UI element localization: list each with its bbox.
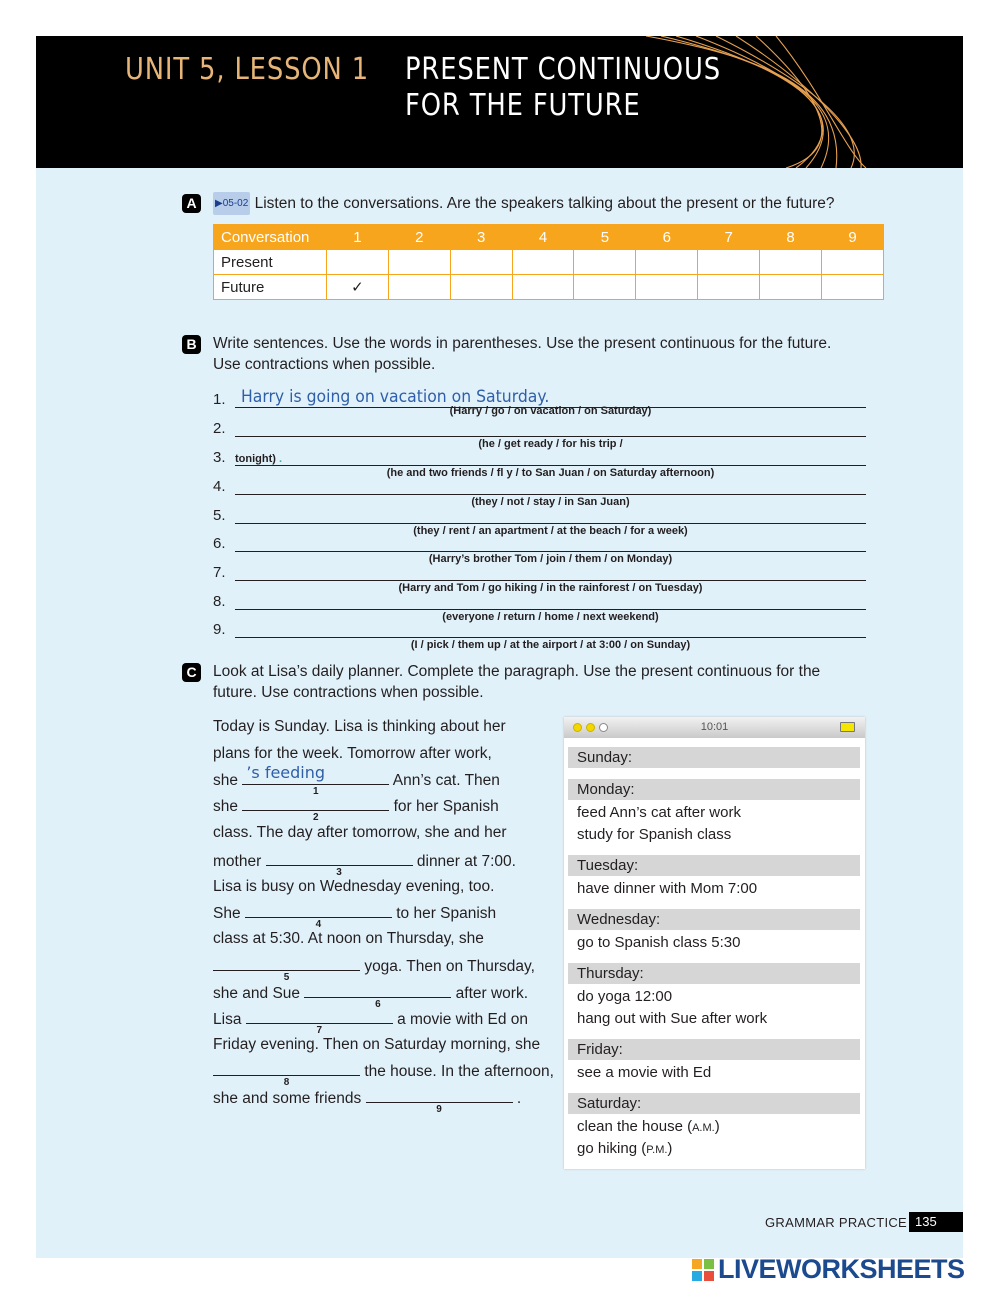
prompt-hint: (Harry’s brother Tom / join / them / on Monday) bbox=[428, 553, 673, 565]
sentence-item-2 bbox=[213, 420, 866, 450]
paragraph-line: class. The day after tomorrow, she and her bbox=[213, 824, 507, 841]
table-row-present bbox=[214, 250, 884, 275]
table-header-cell: 8 bbox=[760, 225, 822, 250]
blank-number: 3 bbox=[336, 867, 342, 878]
planner-clock: 10:01 bbox=[700, 721, 729, 733]
paragraph-text: mother bbox=[213, 853, 262, 870]
answer-line[interactable] bbox=[235, 609, 866, 610]
section-c-instruction-line-1: Look at Lisa’s daily planner. Complete the paragraph. Use the present continuous for the bbox=[213, 663, 821, 680]
table-header-cell: 1 bbox=[326, 225, 388, 250]
blank-number: 5 bbox=[283, 972, 290, 983]
planner-entry: hang out with Sue after work bbox=[577, 1010, 768, 1027]
footer-section-label: GRAMMAR PRACTICE bbox=[765, 1215, 908, 1230]
planner-entry: have dinner with Mom 7:00 bbox=[577, 880, 758, 897]
table-row-future bbox=[214, 275, 884, 300]
paragraph-line: Lisa is busy on Wednesday evening, too. bbox=[213, 878, 495, 895]
paragraph-text: she and some friends bbox=[213, 1090, 362, 1107]
liveworksheets-logo-icon bbox=[692, 1259, 714, 1281]
section-b-instruction bbox=[213, 333, 831, 375]
table-header-row bbox=[214, 225, 884, 250]
section-b-instruction-line-2: Use contractions when possible. bbox=[213, 356, 436, 373]
item-number: 3. bbox=[213, 449, 226, 466]
planner-day-tuesday: Tuesday: bbox=[568, 855, 860, 876]
planner-entry: see a movie with Ed bbox=[577, 1064, 712, 1081]
paragraph-line bbox=[213, 1010, 529, 1036]
planner-day-monday: Monday: bbox=[568, 779, 860, 800]
section-a-letter: A bbox=[182, 194, 201, 213]
table-header-cell: 9 bbox=[821, 225, 883, 250]
table-header-label: Conversation bbox=[214, 225, 327, 250]
answer-cell[interactable] bbox=[698, 275, 760, 300]
blank-3[interactable] bbox=[266, 852, 413, 878]
blank-5[interactable] bbox=[213, 957, 360, 983]
answer-cell[interactable] bbox=[574, 250, 636, 275]
section-b-instruction-line-1: Write sentences. Use the words in parentheses. Use the present continuous for the future. bbox=[213, 335, 832, 352]
table-header-cell: 3 bbox=[450, 225, 512, 250]
planner-entry-text: go hiking ( bbox=[577, 1140, 647, 1157]
table-header-cell: 4 bbox=[512, 225, 574, 250]
table-header-cell: 7 bbox=[698, 225, 760, 250]
blank-6[interactable] bbox=[304, 984, 451, 1010]
sentence-item-1 bbox=[213, 387, 866, 421]
paragraph-text: after work. bbox=[455, 985, 529, 1002]
sentence-item-3 bbox=[213, 449, 866, 479]
sentence-item-4 bbox=[213, 478, 866, 508]
paragraph-line bbox=[213, 852, 516, 878]
paragraph-line: class at 5:30. At noon on Thursday, she bbox=[213, 930, 484, 947]
prompt-hint: (he and two friends / fl y / to San Juan / on Saturday afternoon) bbox=[386, 467, 715, 479]
paragraph-text: a movie with Ed on bbox=[397, 1011, 529, 1028]
planner-day-wednesday: Wednesday: bbox=[568, 909, 860, 930]
blank-1[interactable] bbox=[242, 763, 389, 797]
table-header-cell: 6 bbox=[636, 225, 698, 250]
answer-line[interactable] bbox=[235, 637, 866, 638]
item-number: 5. bbox=[213, 507, 226, 524]
answer-text[interactable]: Harry is going on vacation on Saturday. bbox=[241, 387, 550, 407]
answer-cell[interactable] bbox=[760, 275, 822, 300]
answer-cell[interactable] bbox=[821, 275, 883, 300]
conversation-table bbox=[213, 224, 884, 300]
planner-status-bar bbox=[564, 717, 865, 738]
sentence-item-9 bbox=[213, 621, 866, 651]
pm-label: P.M. bbox=[646, 1144, 668, 1156]
item-number: 2. bbox=[213, 420, 226, 437]
planner-day-thursday: Thursday: bbox=[568, 963, 860, 984]
paragraph-line: Friday evening. Then on Saturday morning, she bbox=[213, 1036, 541, 1053]
battery-icon bbox=[840, 722, 855, 732]
paragraph-line bbox=[213, 1089, 522, 1115]
title-line-1: PRESENT CONTINUOUS bbox=[405, 52, 721, 87]
sentence-item-8 bbox=[213, 593, 866, 623]
section-c-letter: C bbox=[182, 663, 201, 682]
blank-7[interactable] bbox=[246, 1010, 393, 1036]
answer-line[interactable] bbox=[235, 551, 866, 552]
blank-number: 8 bbox=[283, 1077, 290, 1088]
prompt-hint: (I / pick / them up / at the airport / at 3:00 / on Sunday) bbox=[410, 639, 691, 651]
item-number: 6. bbox=[213, 535, 226, 552]
row-label: Future bbox=[214, 275, 327, 300]
blank-2[interactable] bbox=[242, 797, 389, 823]
answer-cell[interactable] bbox=[574, 275, 636, 300]
planner-entry: study for Spanish class bbox=[577, 826, 732, 843]
answer-cell[interactable] bbox=[450, 275, 512, 300]
item-number: 7. bbox=[213, 564, 226, 581]
prompt-hint: (Harry and Tom / go hiking / in the rainforest / on Tuesday) bbox=[398, 582, 703, 594]
planner-day-sunday: Sunday: bbox=[568, 747, 860, 768]
answer-line[interactable] bbox=[235, 494, 866, 495]
answer-line[interactable] bbox=[235, 436, 866, 437]
paragraph-text: she and Sue bbox=[213, 985, 301, 1002]
blank-9[interactable] bbox=[366, 1089, 513, 1115]
paragraph-line bbox=[213, 797, 499, 823]
sentence-item-5 bbox=[213, 507, 866, 537]
planner-entry: do yoga 12:00 bbox=[577, 988, 673, 1005]
prompt-hint: (he / get ready / for his trip / bbox=[478, 438, 623, 450]
answer-cell[interactable] bbox=[450, 250, 512, 275]
answer-cell[interactable] bbox=[636, 275, 698, 300]
paragraph-line: Today is Sunday. Lisa is thinking about her bbox=[213, 718, 506, 735]
answer-cell[interactable] bbox=[760, 250, 822, 275]
item-number: 8. bbox=[213, 593, 226, 610]
paragraph-text: the house. In the afternoon, bbox=[364, 1063, 554, 1080]
paragraph-line bbox=[213, 1062, 554, 1088]
paragraph-text: for her Spanish bbox=[393, 798, 499, 815]
planner-entry-text: ) bbox=[667, 1140, 673, 1157]
planner-day-friday: Friday: bbox=[568, 1039, 860, 1060]
period-mark: . bbox=[279, 453, 283, 465]
section-a-instruction bbox=[213, 192, 834, 215]
blank-number: 9 bbox=[436, 1104, 442, 1115]
item-number: 9. bbox=[213, 621, 226, 638]
prompt-hint: (they / not / stay / in San Juan) bbox=[471, 496, 630, 508]
planner-entry-text: ) bbox=[714, 1118, 720, 1135]
blank-number: 6 bbox=[375, 999, 381, 1010]
blank-number: 7 bbox=[316, 1025, 323, 1036]
paragraph-text: she bbox=[213, 798, 238, 815]
answer-cell[interactable] bbox=[388, 275, 450, 300]
sentence-item-6 bbox=[213, 535, 866, 565]
answer-line[interactable] bbox=[235, 465, 866, 466]
prompt-continuation-text: tonight) bbox=[235, 453, 276, 465]
answer-cell[interactable] bbox=[636, 250, 698, 275]
paragraph-text: Lisa bbox=[213, 1011, 242, 1028]
prompt-hint: (they / rent / an apartment / at the beach / for a week) bbox=[413, 525, 688, 537]
lesson-title bbox=[405, 52, 721, 124]
title-line-2: FOR THE FUTURE bbox=[405, 88, 641, 123]
planner-entry-text: clean the house ( bbox=[577, 1118, 693, 1135]
page-number: 135 bbox=[909, 1212, 963, 1232]
answer-cell[interactable] bbox=[326, 250, 388, 275]
audio-play-button[interactable]: ▶05-02 bbox=[213, 192, 250, 215]
answer-cell[interactable] bbox=[821, 250, 883, 275]
paragraph-line bbox=[213, 957, 535, 983]
answer-line[interactable] bbox=[235, 523, 866, 524]
paragraph-line bbox=[213, 763, 500, 797]
section-b-letter: B bbox=[182, 335, 201, 354]
paragraph-text: . bbox=[516, 1090, 522, 1107]
prompt-hint: (everyone / return / home / next weekend) bbox=[442, 611, 659, 623]
liveworksheets-logo-text: LIVEWORKSHEETS bbox=[718, 1254, 965, 1284]
row-label: Present bbox=[214, 250, 327, 275]
answer-cell[interactable] bbox=[512, 250, 574, 275]
table-header-cell: 5 bbox=[574, 225, 636, 250]
answer-cell[interactable] bbox=[388, 250, 450, 275]
paragraph-text: She bbox=[213, 905, 241, 922]
planner-day-saturday: Saturday: bbox=[568, 1093, 860, 1114]
unit-label: UNIT 5, LESSON 1 bbox=[125, 52, 369, 87]
planner-entry bbox=[577, 1140, 672, 1157]
daily-planner bbox=[564, 717, 865, 1169]
planner-entry: go to Spanish class 5:30 bbox=[577, 934, 741, 951]
paragraph-text: Ann’s cat. Then bbox=[392, 772, 500, 789]
blank-1-answer: ’s feeding bbox=[246, 763, 326, 782]
item-number: 1. bbox=[213, 391, 226, 408]
answer-cell[interactable] bbox=[698, 250, 760, 275]
section-c-instruction-line-2: future. Use contractions when possible. bbox=[213, 684, 484, 701]
section-c-instruction bbox=[213, 661, 820, 703]
paragraph-line bbox=[213, 904, 497, 930]
section-a-instruction-text: Listen to the conversations. Are the speakers talking about the present or the future? bbox=[254, 195, 835, 212]
answer-cell-checkmark[interactable]: ✓ bbox=[326, 275, 388, 300]
answer-line[interactable] bbox=[235, 580, 866, 581]
prompt-hint: (Harry / go / on vacation / on Saturday) bbox=[449, 405, 652, 417]
paragraph-text: to her Spanish bbox=[396, 905, 497, 922]
item-number: 4. bbox=[213, 478, 226, 495]
answer-cell[interactable] bbox=[512, 275, 574, 300]
paragraph-text: dinner at 7:00. bbox=[416, 853, 516, 870]
prompt-continuation bbox=[235, 453, 282, 465]
blank-number: 4 bbox=[315, 919, 322, 930]
sentence-item-7 bbox=[213, 564, 866, 594]
planner-entry: feed Ann’s cat after work bbox=[577, 804, 741, 821]
paragraph-text: she bbox=[213, 772, 238, 789]
planner-entry bbox=[577, 1118, 720, 1135]
paragraph-line bbox=[213, 984, 529, 1010]
paragraph-text: yoga. Then on Thursday, bbox=[364, 958, 535, 975]
am-label: A.M. bbox=[692, 1122, 715, 1134]
blank-number: 1 bbox=[313, 786, 319, 797]
blank-8[interactable] bbox=[213, 1062, 360, 1088]
paragraph-line: plans for the week. Tomorrow after work, bbox=[213, 745, 492, 762]
table-header-cell: 2 bbox=[388, 225, 450, 250]
blank-4[interactable] bbox=[245, 904, 392, 930]
blank-number: 2 bbox=[313, 812, 319, 823]
